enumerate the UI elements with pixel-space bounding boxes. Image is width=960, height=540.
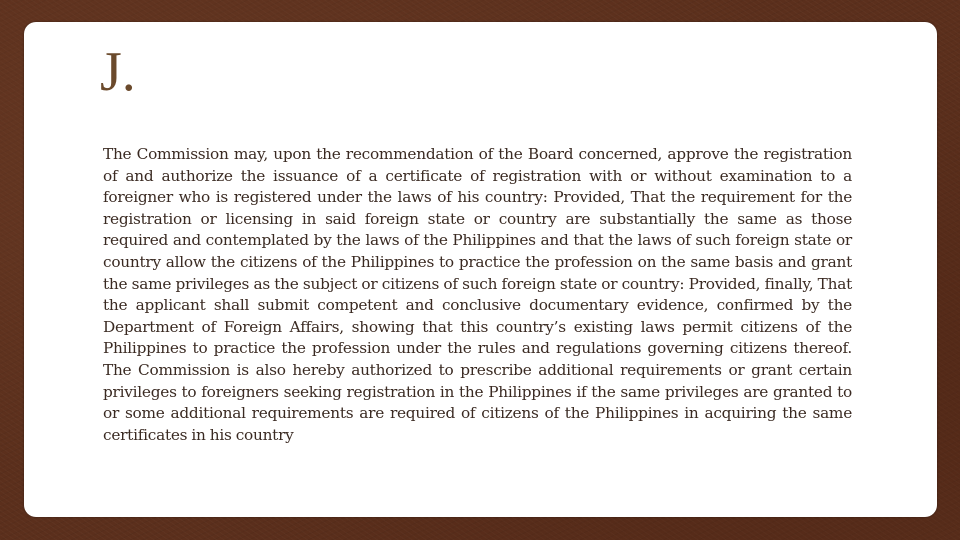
slide-body-text: The Commission may, upon the recommendation of the Board concerned, approve the registration of and authorize the issuance of a certificate of registration with or without examination to a foreigner who is registered under the laws of his country: Provided, That the requirement for the registration or licensing in said foreign state or country are substantially the same as those required and contemplated by the laws of the Philippines and that the laws of such foreign state or country allow the citizens of the Philippines to practice the profession on the same basis and grant the same privileges as the subject or citizens of such foreign state or country: Provided, finally, That the applicant shall submit competent and conclusive documentary evidence, confirmed by the Department of Foreign Affairs, showing that this country’s existing laws permit citizens of the Philippines to practice the profession under the rules and regulations governing citizens thereof. The Commission is also hereby authorized to prescribe additional requirements or grant certain privileges to foreigners seeking registration in the Philippines if the same privileges are granted to or some additional requirements are required of citizens of the Philippines in acquiring the same certificates in his country [103, 145, 852, 444]
slide-title: J. [100, 41, 136, 103]
